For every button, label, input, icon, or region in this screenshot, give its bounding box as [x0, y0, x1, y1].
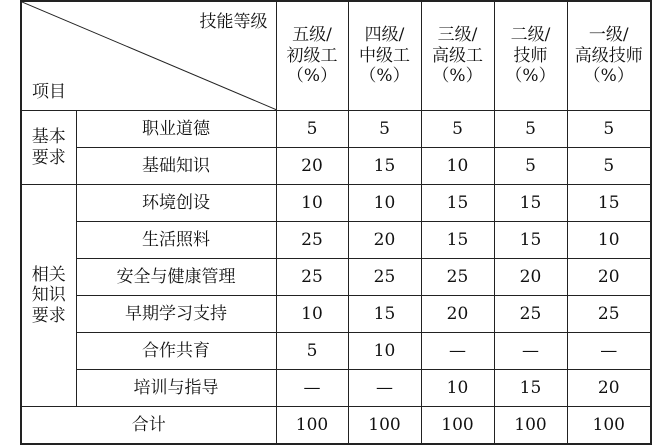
skill-level-label: 技能等级 [199, 12, 268, 32]
group-label-basic: 基本 要求 [21, 111, 76, 185]
total-value: 100 [348, 407, 421, 445]
value-cell: 5 [567, 111, 651, 148]
level-header-1: 一级/ 高级技师 （%） [567, 1, 651, 111]
header-row [21, 1, 651, 111]
value-cell: 20 [567, 259, 651, 296]
value-cell: 5 [567, 148, 651, 185]
item-name: 基础知识 [76, 148, 276, 185]
value-cell: 25 [276, 259, 348, 296]
value-cell: 10 [421, 370, 494, 407]
value-cell: 20 [494, 259, 567, 296]
table-row [21, 185, 651, 222]
value-cell: 15 [567, 185, 651, 222]
group-label-related: 相关 知识 要求 [21, 185, 76, 407]
value-cell: 25 [276, 222, 348, 259]
total-value: 100 [421, 407, 494, 445]
item-name: 早期学习支持 [76, 296, 276, 333]
value-cell: 5 [494, 148, 567, 185]
table-row [21, 222, 651, 259]
item-name: 合作共育 [76, 333, 276, 370]
value-cell: 20 [567, 370, 651, 407]
value-cell: — [567, 333, 651, 370]
item-label: 项目 [32, 81, 66, 102]
value-cell: 15 [494, 222, 567, 259]
item-name: 安全与健康管理 [76, 259, 276, 296]
value-cell: — [494, 333, 567, 370]
value-cell: 10 [348, 185, 421, 222]
item-name: 生活照料 [76, 222, 276, 259]
value-cell: 25 [567, 296, 651, 333]
weight-table [20, 0, 652, 445]
total-value: 100 [494, 407, 567, 445]
item-name: 环境创设 [76, 185, 276, 222]
value-cell: 15 [421, 222, 494, 259]
value-cell: 20 [348, 222, 421, 259]
value-cell: 10 [348, 333, 421, 370]
item-name: 职业道德 [76, 111, 276, 148]
value-cell: 15 [348, 296, 421, 333]
value-cell: — [421, 333, 494, 370]
table-row [21, 259, 651, 296]
corner-cell [21, 1, 276, 111]
total-row [21, 407, 651, 445]
table-row [21, 111, 651, 148]
value-cell: 5 [421, 111, 494, 148]
value-cell: 25 [494, 296, 567, 333]
value-cell: 25 [348, 259, 421, 296]
value-cell: 25 [421, 259, 494, 296]
value-cell: 20 [421, 296, 494, 333]
value-cell: 10 [567, 222, 651, 259]
value-cell: 5 [494, 111, 567, 148]
value-cell: 20 [276, 148, 348, 185]
table-row [21, 148, 651, 185]
table-row [21, 333, 651, 370]
value-cell: 15 [494, 185, 567, 222]
level-header-2: 二级/ 技师 （%） [494, 1, 567, 111]
value-cell: 5 [348, 111, 421, 148]
value-cell: — [348, 370, 421, 407]
table-row [21, 370, 651, 407]
value-cell: 10 [276, 296, 348, 333]
item-name: 培训与指导 [76, 370, 276, 407]
value-cell: 15 [348, 148, 421, 185]
total-value: 100 [567, 407, 651, 445]
level-header-3: 三级/ 高级工 （%） [421, 1, 494, 111]
value-cell: — [276, 370, 348, 407]
table-row [21, 296, 651, 333]
level-header-4: 四级/ 中级工 （%） [348, 1, 421, 111]
value-cell: 10 [421, 148, 494, 185]
total-value: 100 [276, 407, 348, 445]
value-cell: 15 [421, 185, 494, 222]
value-cell: 10 [276, 185, 348, 222]
value-cell: 15 [494, 370, 567, 407]
value-cell: 5 [276, 333, 348, 370]
value-cell: 5 [276, 111, 348, 148]
total-label: 合计 [21, 407, 276, 445]
level-header-5: 五级/ 初级工 （%） [276, 1, 348, 111]
